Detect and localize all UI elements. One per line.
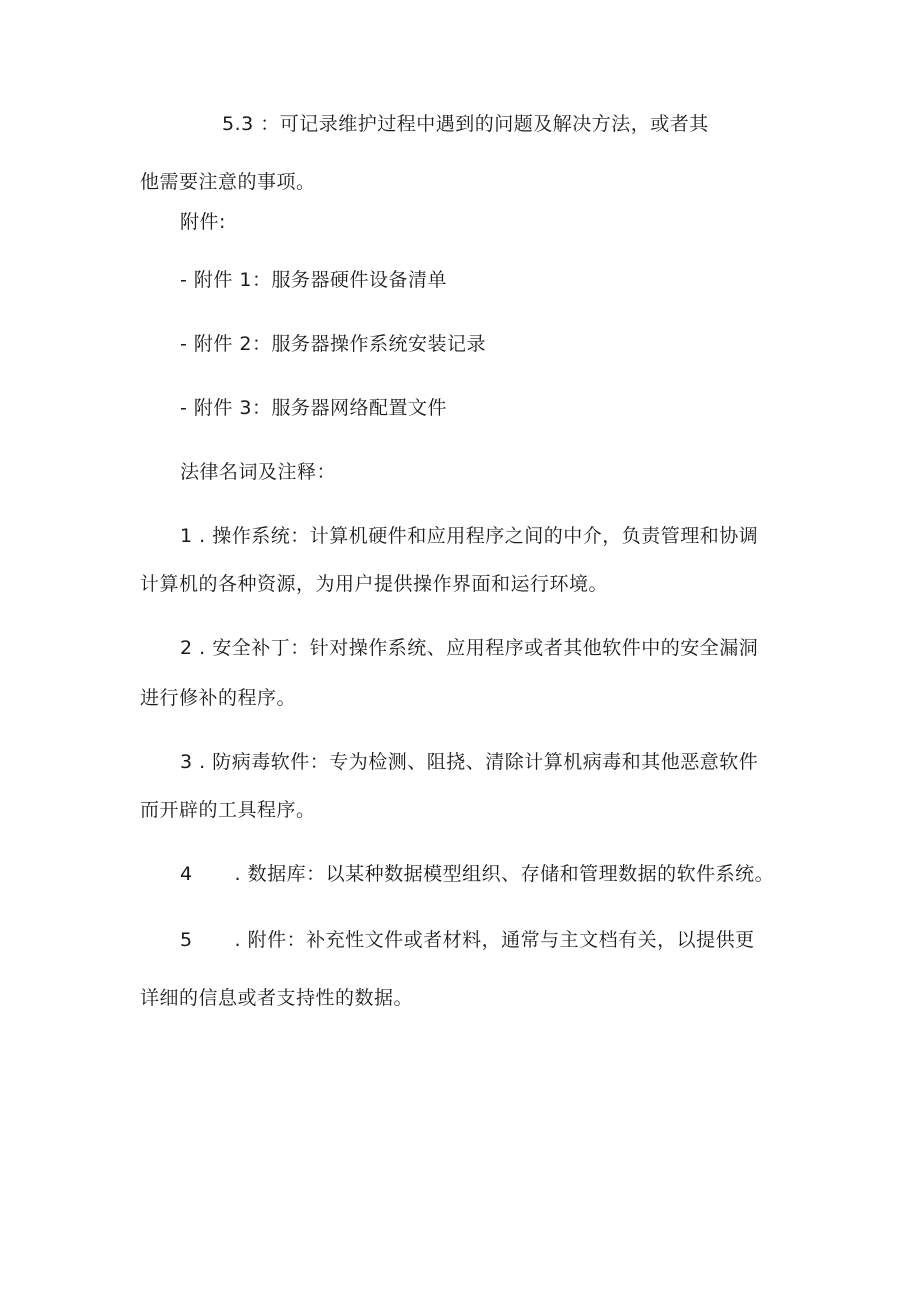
glossary-entry-1-line2: 计算机的各种资源，为用户提供操作界面和运行环境。 <box>140 573 609 595</box>
entry-number: 4 <box>180 863 193 885</box>
glossary-entry-3-line2: 而开辟的工具程序。 <box>140 799 316 821</box>
entry-text: . 防病毒软件：专为检测、阻挠、清除计算机病毒和其他恶意软件 <box>199 751 759 773</box>
glossary-entry-2-line2: 进行修补的程序。 <box>140 687 297 709</box>
attachment-item: - 附件 3：服务器网络配置文件 <box>180 397 448 419</box>
glossary-entry-5-line2: 详细的信息或者支持性的数据。 <box>140 987 414 1009</box>
entry-text: . 操作系统：计算机硬件和应用程序之间的中介，负责管理和协调 <box>199 525 759 547</box>
glossary-entry-4-line1 <box>180 862 774 886</box>
entry-text: . 数据库：以某种数据模型组织、存储和管理数据的软件系统。 <box>234 863 775 885</box>
glossary-heading: 法律名词及注释： <box>180 461 337 483</box>
entry-number: 2 <box>180 637 193 659</box>
entry-text: . 安全补丁：针对操作系统、应用程序或者其他软件中的安全漏洞 <box>199 637 759 659</box>
glossary-entry-3-line1 <box>180 750 758 774</box>
entry-number: 5 <box>180 929 193 951</box>
glossary-entry-1-line1 <box>180 524 758 548</box>
entry-number: 3 <box>180 751 193 773</box>
glossary-entry-5-line1 <box>180 928 755 952</box>
attachments-heading: 附件: <box>180 211 226 233</box>
entry-text: . 附件：补充性文件或者材料，通常与主文档有关，以提供更 <box>234 929 755 951</box>
attachment-item: - 附件 1：服务器硬件设备清单 <box>180 269 448 291</box>
attachment-item: - 附件 2：服务器操作系统安装记录 <box>180 333 487 355</box>
section-5-3-line1: 5.3 ：可记录维护过程中遇到的问题及解决方法，或者其 <box>222 113 709 135</box>
entry-number: 1 <box>180 525 193 547</box>
glossary-entry-2-line1 <box>180 636 758 660</box>
section-5-3-line2: 他需要注意的事项。 <box>140 171 316 193</box>
